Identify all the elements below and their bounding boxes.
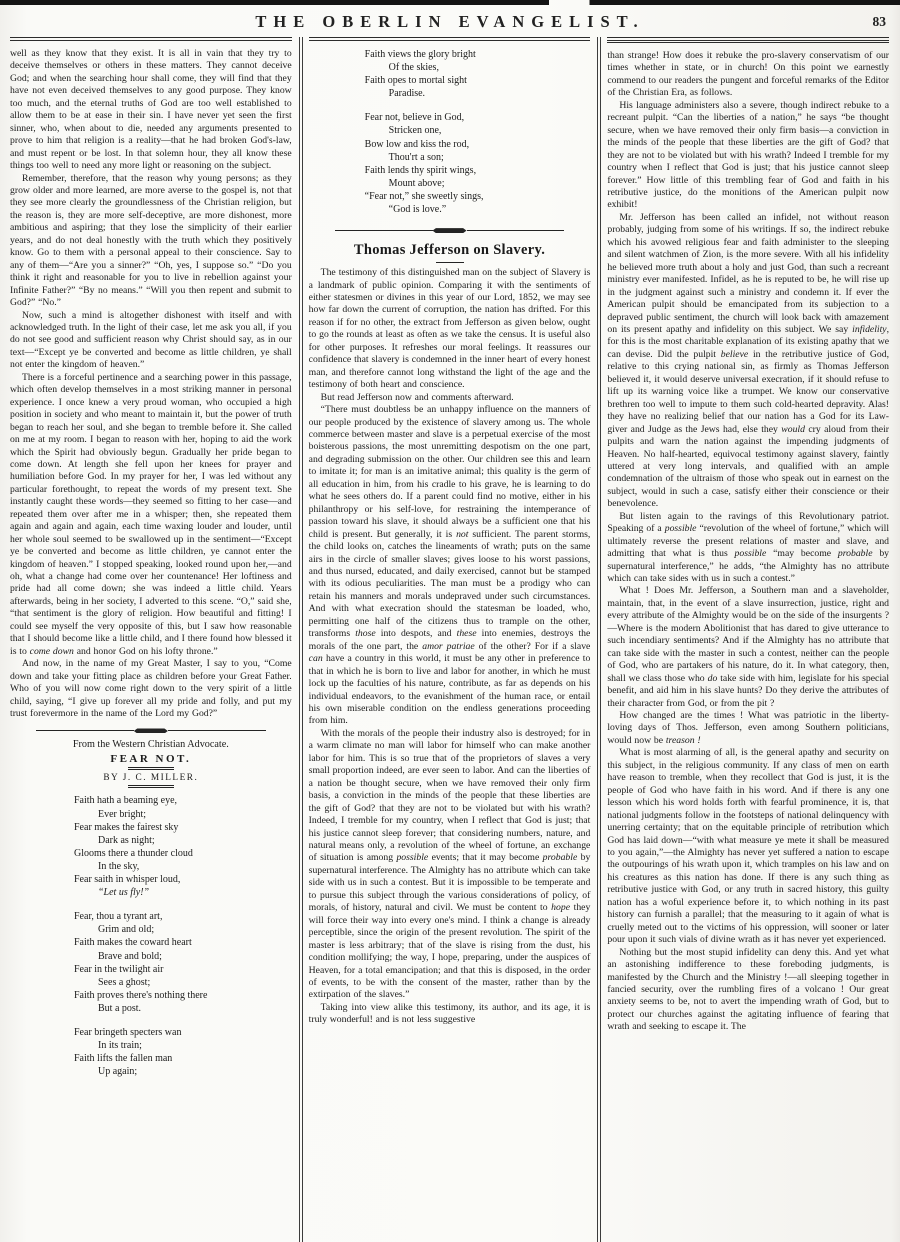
poem-fear-not bbox=[74, 794, 292, 1078]
paragraph: But listen again to the ravings of this Revolutionary patriot. Speaking of a possible “revolution of the wheel of fortune,” which will ultimately reverse the present relations of master and slave, and admitting that what is thus possible “may become probable by supernatural interference,” he adds, “the Almighty has no attribute which can take sides with us in such a contest.” bbox=[607, 510, 890, 585]
column-2 bbox=[299, 37, 598, 1242]
poem-line: “Fear not,” she sweetly sings, bbox=[364, 190, 484, 202]
column-3-top-rule bbox=[607, 37, 889, 43]
paragraph: His language administers also a severe, though indirect rebuke to a recreant pulpit. “Can the liberties of a nation,” he says “be thought secure, when we have removed their only firm basis—a conviction in the minds of the people that these liberties are the gift of God? that they are not to be violated but with his wrath? Indeed I tremble for my country when I reflect that God is just; that his justice cannot sleep forever.” How little of this trembling fear of God and faith in his retributive justice, do the monitions of the American pulpit now exhibit! bbox=[607, 99, 890, 211]
poem-line: Grim and old; bbox=[98, 924, 155, 936]
poem-line: Faith views the glory bright bbox=[364, 49, 476, 60]
divider-diamond-icon bbox=[134, 728, 168, 733]
poem-line: Faith lends thy spirit wings, bbox=[364, 164, 477, 176]
poem-line: “God is love.” bbox=[388, 204, 447, 216]
poem-line: Ever bright; bbox=[98, 808, 147, 820]
paragraph: Mr. Jefferson has been called an infidel, not without reason probably, judging from some of his writings. If so, the indirect rebuke which his avowed religious fear and faith administer to the sleeping and silent watchmen of Zion, is the more severe. With all his infidelity he believed more truth about a holy and just God, than such a recreant ministry ever manifested. Infidel, as he is reputed to be, he will rise up in the judgment against such a ministry and condemn it. If ever the American pulpit should be emancipated from its subjection to a depraved public sentiment, the church will look back with amazement on its present apathy and infidelity on this subject. We say infidelity, for this is the most charitable explanation of its existing apathy that we can devise. Did the pulpit believe in the retributive justice of God, relative to this crying national sin, as firmly as Thomas Jefferson believed it, it would deserve universal execration, if it should refuse to lift up its warning voice like a trumpet. We know our conservative brethren too well to impute to them such cold-hearted depravity. Alas! they have no realizing belief that our nation has a God for its Law-giver and Judge as the Jews had, else they would cry aloud from their pulpits and warn the nation against the impending judgments of Heaven. No half-hearted, equivocal testimony against slavery, faintly uttered at very long intervals, and qualified with an ample condemnation of the ultraism of those who speak out in earnest on the subject, would in such a case, satisfy either their conscience or their benevolence. bbox=[607, 211, 890, 510]
poem-line: Dark as night; bbox=[98, 834, 155, 846]
poem-attribution: From the Western Christian Advocate. bbox=[72, 739, 229, 751]
paragraph: well as they know that they exist. It is all in vain that they try to deceive themselves or others in these matters. They cannot deceive God; and when the searching hour shall come, they will find that they have not even deceived themselves to any good purpose. They know too much, and the eternal truths of God are too well established to allow them to be at ease in their sin. I have never yet seen the first sinner, who, when about to die, needed any arguments presented to prove to him that religion is a reality—that he had broken God's-law, and must repent or be lost. In that solemn hour, they all know these things too well to need any more light or reasoning on the subject. bbox=[10, 48, 292, 172]
poem-line: “Let us fly!” bbox=[98, 887, 150, 899]
paragraph: Remember, therefore, that the reason why young persons; as they grow older and more learned, are more averse to the gospel is, not that they see more clearly the groundlessness of the Christian religion, but the reason is, they are more self-deceptive, are more dishonest, more ambitious and aspiring; that they lose the simplicity of their earlier years, and do not deal honestly with the truth which they positively know. Go to them with a personal appeal to their conscience. Say to any of them—“Are you a sinner?” “Oh, yes, I suppose so.” “Do you think it right and reasonable for you to live in rebellion against your Infinite Father?” “By no means.” “Will you then repent and submit to God?” “No.” bbox=[10, 172, 292, 309]
poem-line: Fear, thou a tyrant art, bbox=[74, 911, 163, 923]
poem-line: Of the skies, bbox=[388, 62, 439, 74]
byline-rule bbox=[128, 785, 174, 788]
sermon-article-continuation bbox=[10, 48, 292, 720]
poem-stanza bbox=[74, 794, 292, 899]
page-number: 83 bbox=[872, 14, 886, 29]
paragraph: With the morals of the people their industry also is destroyed; for in a warm climate no man will labor for himself who can make another labor for him. This is so true that of the proprietors of slaves a very small proportion indeed, are ever seen to labor. And can the liberties of a nation be thought secure, when we have removed their only firm basis, a conviction in the minds of the people that these liberties are the gift of God? that they are not to be violated but with his wrath? Indeed, I tremble for my country, when I reflect that God is just; that his justice cannot sleep forever; that considering numbers, nature, and natural means only, a revolution of the wheel of fortune, an exchange of situation is among possible events; that it may become probable by supernatural interference. The Almighty has no attribute which can take side with us in such a contest. But it is impossible to be temperate and to pursue this subject through the various considerations of policy, of morals, of history, natural and civil. We must be content to hope they will force their way into every one's mind. I think a change is already perceptible, since the origin of the present revolution. The spirit of the master is less arbitrary; that of the slave is rising from the dust, his condition mollifying; the way, I hope, preparing, under the auspices of Heaven, for a total emancipation; and that this is disposed, in the order of events, to be with the consent of the master, rather than by the extirpation of the slaves.” bbox=[308, 727, 591, 1001]
poem-line: Stricken one, bbox=[388, 125, 442, 137]
section-divider bbox=[36, 727, 266, 734]
poem-line: Paradise. bbox=[388, 88, 426, 100]
poem-line: Faith proves there's nothing there bbox=[74, 989, 208, 1001]
column-layout bbox=[0, 37, 900, 1242]
paragraph: Taking into view alike this testimony, its author, and its age, it is truly wonderful! and is not less suggestive bbox=[308, 1001, 591, 1026]
poem-stanza bbox=[74, 1026, 292, 1078]
divider-diamond-icon bbox=[433, 228, 467, 233]
paragraph: There is a forceful pertinence and a searching power in this passage, which often develop themselves in a most striking manner in personal experience. I once knew a very proud woman, who occupied a high position in society and who meant to maintain it, but the power of truth began to reach her soul, and she began to tremble before it. She called on me at my room. I began to reason with her, hoping to aid the work which the Spirit had obviously begun. Gradually her pride began to come down. At length she fell upon her knees for prayer and humiliation before God. In my prayer for her, I was led without any particular forethought, to repeat the words of my present text. She instantly caught these words—they seemed so fitting to her case—and repeated them over after me in a whisper; then, she repeated them again and again and again, each time waxing louder and louder, until her whole soul seemed to be swallowed up in the sentiment—“Except ye be converted and become as little children, ye cannot enter the kingdom of heaven.” I stopped speaking, looked round upon her,—and oh, what a change had come over her countenance! Her loftiness and pride had all come down; she was indeed a little child. Years afterwards, being in her society, I adverted to this scene. “O,” said she, “that sentiment is the glory of religion. How beautiful and fitting! I could see myself the very opposite of this, but I saw how reasonable that I should become like a little child, and I there found how blessed it is to come down and honor God on his lofty throne.” bbox=[10, 371, 292, 657]
poem-line: Faith hath a beaming eye, bbox=[74, 795, 178, 807]
heading-rule bbox=[128, 767, 174, 770]
poem-title: FEAR NOT. bbox=[110, 753, 192, 766]
poem-line: Faith opes to mortal sight bbox=[364, 75, 467, 87]
paragraph: than strange! How does it rebuke the pro-slavery conservatism of our times whether in state, or in church! On this point we earnestly commend to our readers the pungent and forceful remarks of the Editor of the Christian Era, as follows. bbox=[607, 50, 890, 99]
poem-stanza bbox=[365, 48, 591, 100]
poem-fear-not-continuation bbox=[365, 48, 591, 216]
poem-line: Fear bringeth specters wan bbox=[74, 1026, 182, 1038]
paragraph: Now, such a mind is altogether dishonest with itself and with acknowledged truth. In the light of their case, let me ask you all, if you do not see good and sufficient reason why Christ should say, as in our text—“Except ye be converted and become as little children, ye shall not enter the kingdom of heaven.” bbox=[10, 309, 292, 371]
poem-line: Thou'rt a son; bbox=[388, 151, 444, 163]
paragraph: How changed are the times ! What was patriotic in the liberty-loving days of Thos. Jefferson, even among Southern politicians, would now be treason ! bbox=[607, 710, 890, 746]
jefferson-article-body bbox=[309, 267, 591, 1027]
poem-stanza bbox=[365, 111, 591, 216]
paragraph: “There must doubtless be an unhappy influence on the manners of our people produced by the existence of slavery among us. The whole commerce between master and slave is a perpetual exercise of the most boisterous passions, the most unremitting despotism on the one part, and degrading submission on the other. Our children see this and learn to imitate it; for man is an imitative animal; this quality is the germ of all education in him, from his cradle to his grave, he is learning to do what he sees others do. If a parent could find no motive, either in his philanthropy or his self-love, for restraining the intemperance of passion toward his slave, it should always be a sufficient one that his child is present. But generally, it is not sufficient. The parent storms, the child looks on, catches the lineaments of wrath; puts on the same airs in the circle of smaller slaves; gives loose to his worst passions, and thus nursed, educated, and daily exercised, cannot but be stamped with its odious peculiarities. The man must be a prodigy who can retain his manners and morals undepraved under such circumstances. And with what execration should the statesman be loaded, who, permitting one half of the citizens thus to trample on the other, transforms those into despots, and these into enemies, destroys the morals of the one part, the amor patriae of the other? For if a slave can have a country in this world, it must be any other in preference to that in which he is born to live and labor for another, in which he must lock up the faculties of his nature, contribute, as far as depends on his individual endeavors, to the evanishment of the human race, or entail his own miserable condition on the endless generations proceeding from him. bbox=[308, 404, 591, 727]
poem-line: Faith lifts the fallen man bbox=[74, 1053, 173, 1065]
paragraph: And now, in the name of my Great Master, I say to you, “Come down and take your fitting place as children before your Great Father. Who of you will now come right down to the very spirit of a little child, saying, “I give up forever all my pride and folly, and put my trust forevermore in the name of the Lord my God?” bbox=[10, 658, 292, 720]
paragraph: What is most alarming of all, is the general apathy and security on this subject, in the religious community. If any class of men on earth have reason to tremble, when they recollect that God is just, it is the people of God who have faith in his word. And if there is any one lesson which his word holds forth with fearful prominence, it is, that national judgments follow in the footsteps of national delinquency with unerring certainty; that on the equitable principle of retribution which God has laid down—“with what measure ye mete it shall be measured to you again,”—the Almighty has never yet suffered a nation to escape the outpourings of his wrath upon it, which tramples on his law and on his creatures as this nation has done. If there is any such thing as retributive justice with God, or any truth in sacred history, this guilty nation has a woful experience before it, to which nothing in its past history can furnish a parallel; that the measuring to it again of what is cruelly meted out to the victims of his oppression, will sooner or later pour upon it such vials of divine wrath as it has never yet experienced. bbox=[607, 747, 890, 946]
poem-line: Faith makes the coward heart bbox=[74, 937, 192, 949]
poem-line: Fear not, believe in God, bbox=[364, 112, 465, 124]
poem-line: Fear saith in whisper loud, bbox=[74, 874, 181, 886]
poem-line: Brave and bold; bbox=[98, 950, 162, 962]
column-3 bbox=[597, 37, 896, 1242]
poem-line: Glooms there a thunder cloud bbox=[74, 847, 193, 859]
poem-line: In the sky, bbox=[98, 860, 140, 872]
poem-byline: BY J. C. MILLER. bbox=[103, 773, 199, 784]
poem-line: Sees a ghost; bbox=[98, 976, 151, 988]
poem-stanza bbox=[74, 910, 292, 1015]
article-title-rule bbox=[436, 262, 464, 263]
poem-line: Bow low and kiss the rod, bbox=[364, 138, 470, 150]
poem-line: Mount above; bbox=[388, 177, 445, 189]
column-1-top-rule bbox=[10, 37, 292, 41]
paragraph: Nothing but the most stupid infidelity can deny this. And yet what an astonishing indifference to these foreboding judgments, is manifested by the Church and the Ministry !—all sleeping together in fancied security, over the rumbling fires of a volcano ! Our great anxiety seems to be, not to avert the impending wrath of God, but to protect our churches against the agitating influence of fearing that wrath and seeking to escape it. The bbox=[607, 946, 890, 1033]
poem-line: In its train; bbox=[98, 1040, 142, 1052]
poem-line: Fear makes the fairest sky bbox=[74, 821, 179, 833]
poem-line: But a post. bbox=[98, 1002, 142, 1014]
paragraph: The testimony of this distinguished man on the subject of Slavery is a landmark of public opinion. Comparing it with the sentiments of either statesmen or divines in this year of our Lord, 1852, we may see how far down the current of corruption, the nation has drifted. For this reason if for no other, the extract from Jefferson as given below, ought to go the rounds at least as often as we take the census. It is useful also for other purposes. It refreshes our moral feelings. It reassures our confidence that slavery is condemned in the inner heart of every honest man, and therefore cannot long withstand the light of the age and the testimony of both heart and conscience. bbox=[308, 267, 591, 391]
masthead bbox=[0, 5, 900, 37]
jefferson-article-continuation bbox=[607, 50, 889, 1034]
paragraph: What ! Does Mr. Jefferson, a Southern man and a slaveholder, maintain, that, in the event of a slave insurrection, justice, right and every attribute of the Almighty would be on the side of the insurgents ?—Where is the modern Abolitionist that has dared to give utterance to such incendiary sentiments? And if the Almighty has no attribute that can take side with the master in such a contest, neither can the people of God, who are partakers of his nature, do it. In what category, then, shall we class those who do take side with him, legislate for his special benefit, and aid him in his slave hunts? Do they derive the attributes of their character from God, or from the pit ? bbox=[607, 585, 890, 709]
masthead-title: THE OBERLIN EVANGELIST. bbox=[255, 12, 645, 31]
article-title: Thomas Jefferson on Slavery. bbox=[353, 242, 546, 259]
column-1 bbox=[4, 37, 299, 1242]
poem-line: Fear in the twilight air bbox=[74, 963, 164, 975]
poem-line: Up again; bbox=[98, 1066, 138, 1078]
column-2-top-rule bbox=[309, 37, 591, 41]
paragraph: But read Jefferson now and comments afterward. bbox=[320, 391, 514, 403]
section-divider bbox=[335, 227, 565, 234]
